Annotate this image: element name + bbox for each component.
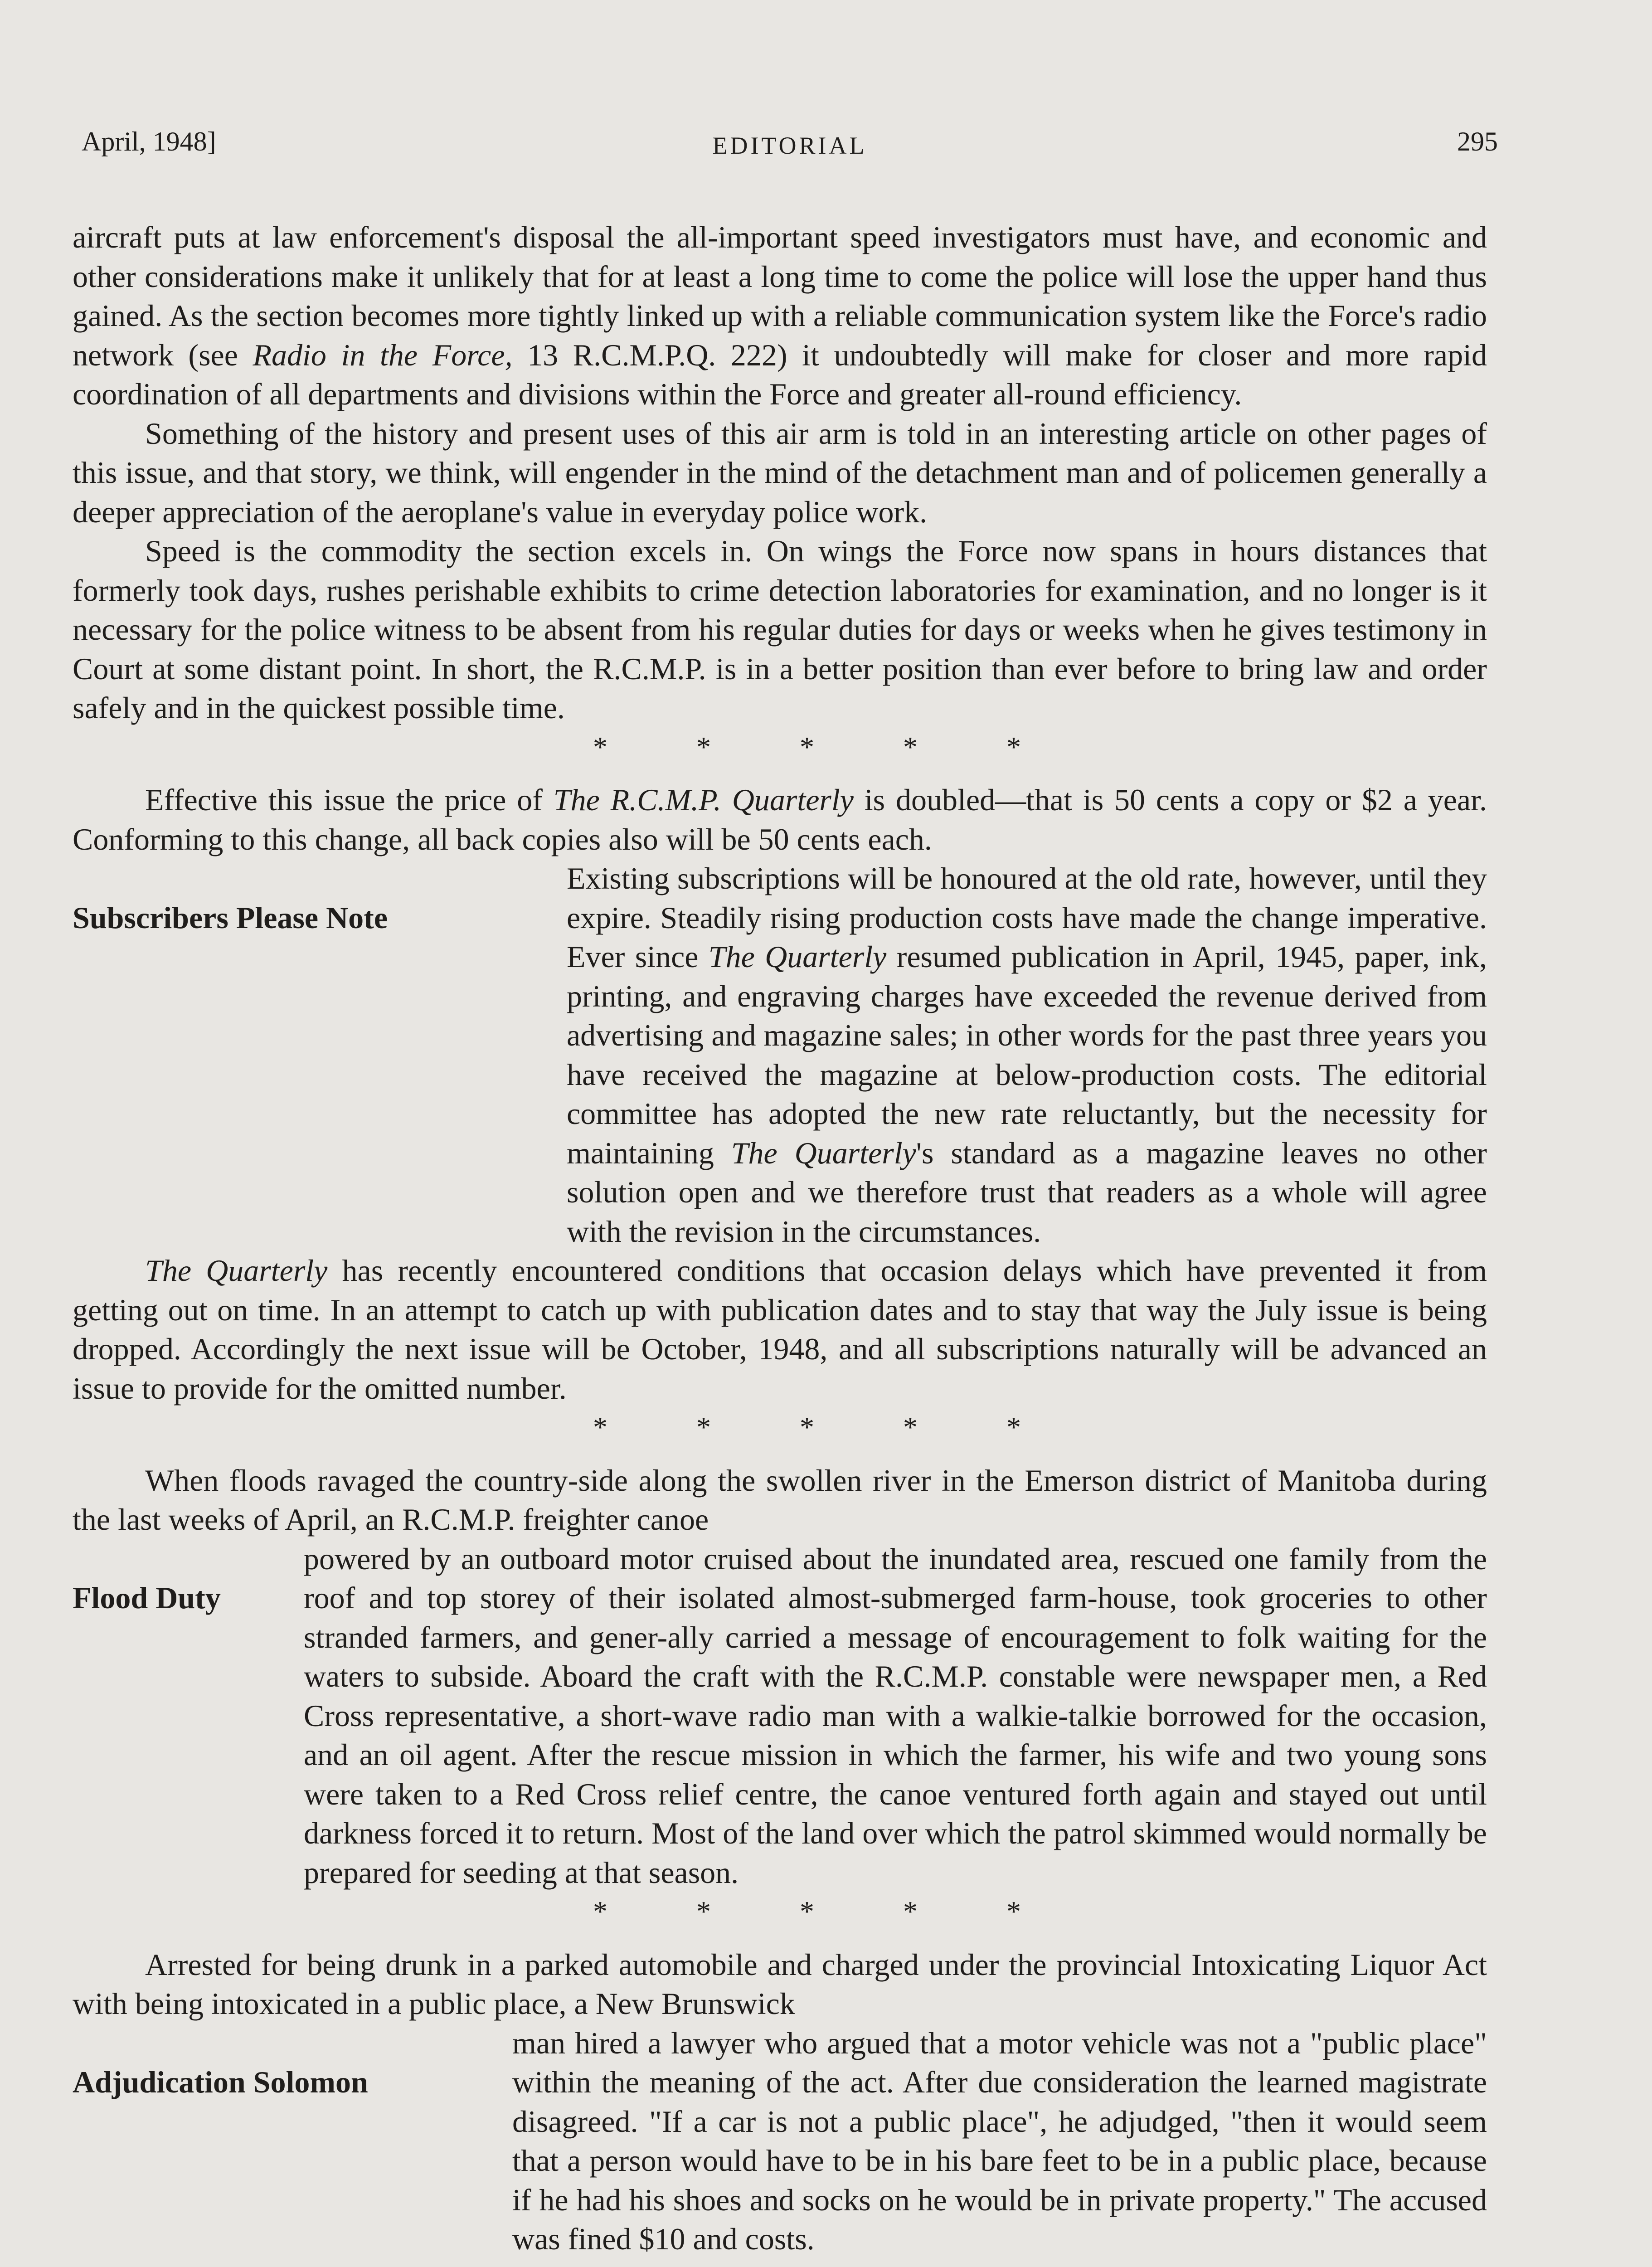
section-separator-2: * * * * * bbox=[593, 1411, 1021, 1443]
article-body bbox=[73, 218, 1487, 2259]
paragraph-2: Something of the history and present uses of this air arm is told in an interesting article on other pages of this issue, and that story, we think, will engender in the mind of the detachment man and of policemen generally a deeper appreciation of the aeroplane's value in everyday police work. bbox=[73, 416, 1487, 529]
adjudication-block bbox=[73, 2024, 1487, 2259]
subscribers-lead: Effective this issue the price of The R.C.M.P. Quarterly is doubled—that is 50 cents a copy or $2 a year. Conforming to this change, all back copies also will be 50 cents each. bbox=[73, 783, 1487, 856]
flood-heading: Flood Duty bbox=[73, 1581, 221, 1615]
adjudication-lead: Arrested for being drunk in a parked automobile and charged under the provincial Intoxicating Liquor Act with being intoxicated in a public place, a New Brunswick bbox=[73, 1947, 1487, 2021]
section-title: EDITORIAL bbox=[712, 132, 867, 159]
adjudication-heading: Adjudication Solomon bbox=[73, 2065, 368, 2099]
paragraph-3: Speed is the commodity the section excels in. On wings the Force now spans in hours distances that formerly took days, rushes perishable exhibits to crime detection laboratories for examination, and no longer is it necessary for the police witness to be absent from his regular duties for days or weeks when he gives testimony in Court at some distant point. In short, the R.C.M.P. is in a better position than ever before to bring law and order safely and in the quickest possible time. bbox=[73, 534, 1487, 725]
subscribers-section bbox=[73, 780, 1487, 1408]
flood-lead: When floods ravaged the country-side along the swollen river in the Emerson district of Manitoba during the last weeks of April, an R.C.M.P. freighter canoe bbox=[73, 1463, 1487, 1537]
adjudication-beside: man hired a lawyer who argued that a motor vehicle was not a "public place" within the meaning of the act. After due consideration the learned magistrate disagreed. "If a car is not a public place", he adjudged, "then it would seem that a person would have to be in his bare feet to be in a public place, because if he had his shoes and socks on he would be in private property." The accused was fined $10 and costs. bbox=[512, 2025, 1487, 2256]
page-number: 295 bbox=[1457, 126, 1498, 156]
section-separator-3: * * * * * bbox=[593, 1895, 1021, 1927]
flood-block bbox=[73, 1539, 1487, 1892]
running-header bbox=[82, 126, 1498, 167]
issue-date: April, 1948] bbox=[82, 126, 216, 156]
subscribers-block bbox=[73, 859, 1487, 1251]
subscribers-paragraph-2: The Quarterly has recently encountered conditions that occasion delays which have prevented it from getting out on time. In an attempt to catch up with publication dates and to stay that way the July issue is being dropped. Accordingly the next issue will be October, 1948, and all subscriptions naturally will be advanced an issue to provide for the omitted number. bbox=[73, 1253, 1487, 1406]
subscribers-heading: Subscribers Please Note bbox=[73, 900, 388, 935]
flood-beside: powered by an outboard motor cruised about the inundated area, rescued one family from the roof and top storey of their isolated almost-submerged farm-house, took groceries to other stranded farmers, and gener-ally carried a message of encouragement to folk waiting for the waters to subside. Aboard the craft with the R.C.M.P. constable were newspaper men, a Red Cross representative, a short-wave radio man with a walkie-talkie borrowed for the occasion, and an oil agent. After the rescue mission in which the farmer, his wife and two young sons were taken to a Red Cross relief centre, the canoe ventured forth again and stayed out until darkness forced it to return. Most of the land over which the patrol skimmed would normally be prepared for seeding at that season. bbox=[304, 1541, 1487, 1890]
paragraph-1: aircraft puts at law enforcement's disposal the all-important speed investigators must have, and economic and other considerations make it unlikely that for at least a long time to come the police will lose the upper hand thus gained. As the section becomes more tightly linked up with a reliable communication system like the Force's radio network (see Radio in the Force, 13 R.C.M.P.Q. 222) it undoubtedly will make for closer and more rapid coordination of all departments and divisions within the Force and greater all-round efficiency. bbox=[73, 220, 1487, 411]
section-separator: * * * * * bbox=[593, 730, 1021, 763]
subscribers-beside: Existing subscriptions will be honoured at the old rate, however, until they expire. Steadily rising production costs have made the change imperative. Ever since The Quarterly resumed publication in April, 1945, paper, ink, printing, and engraving charges have exceeded the revenue derived from advertising and magazine sales; in other words for the past three years you have received the magazine at below-production costs. The editorial committee has adopted the new rate reluctantly, but the necessity for maintaining The Quarterly's standard as a magazine leaves no other solution open and we therefore trust that readers as a whole will agree with the revision in the circumstances. bbox=[567, 861, 1487, 1249]
flood-section bbox=[73, 1461, 1487, 1892]
adjudication-section bbox=[73, 1945, 1487, 2259]
